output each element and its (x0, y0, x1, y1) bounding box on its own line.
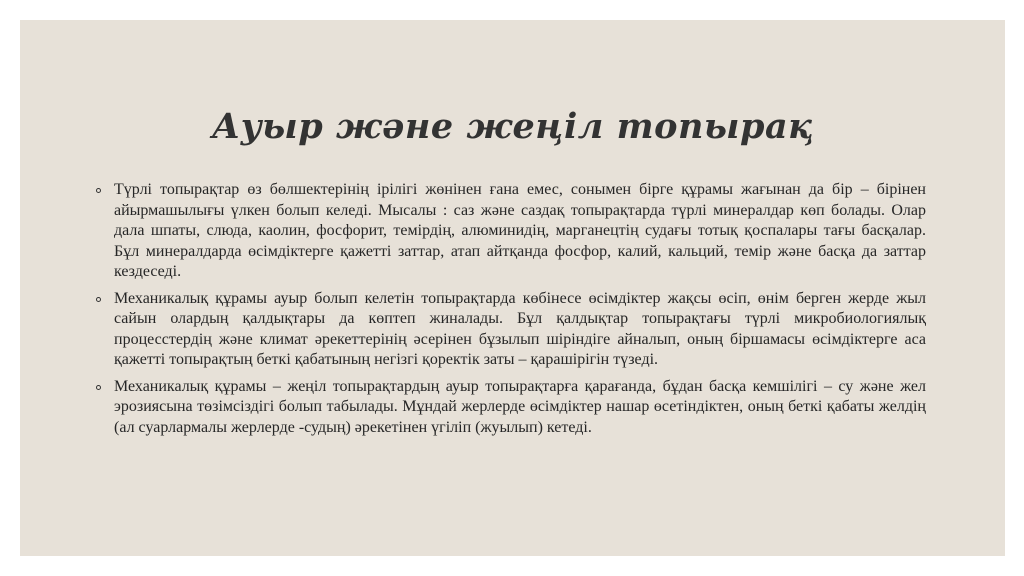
slide (20, 20, 1005, 556)
circle-bullet-icon (96, 385, 101, 390)
slide-title: Ауыр және жеңіл топырақ (211, 106, 814, 147)
circle-bullet-icon (96, 297, 101, 302)
bullet-text: Механикалық құрамы – жеңіл топырақтардың ауыр топырақтарға қарағанда, бұдан басқа кемшілігі – су және жел эрозиясына төзімсіздігі болып табылады. Мұндай жерлерде өсімдіктер нашар өсетіндіктен, оның беткі қабаты желдің (ал суарлармалы жерлерде -судың) әрекетінен үгіліп (жуылып) кетеді. (114, 377, 926, 436)
bullet-list (94, 180, 926, 444)
bullet-item (94, 289, 926, 371)
bullet-text: Механикалық құрамы ауыр болып келетін топырақтарда көбінесе өсімдіктер жақсы өсіп, өнім берген жерде жыл сайын олардың қалдықтары да көптеп жиналады. Бұл қалдықтар топырақтағы түрлі микробиологиялық процесстердің және климат әрекеттерінің әсерінен бұзылып шіріндіге айналып, оның біршамасы өсімдіктерге аса қажетті топырақтың беткі қабатының негізгі қоректік заты – қарашірігін түзеді. (114, 289, 926, 368)
circle-bullet-icon (96, 188, 101, 193)
bullet-item (94, 377, 926, 439)
bullet-text: Түрлі топырақтар өз бөлшектерінің ірілігі жөнінен ғана емес, сонымен бірге құрамы жағынан да бір – бірінен айырмашылығы үлкен болып келеді. Мысалы : саз және саздақ топырақтарда түрлі минералдар көп болады. Олар дала шпаты, слюда, каолин, фосфорит, темірдің, алюминидің, марганецтің судағы тотық қоспалары тағы басқалар. Бұл минералдарда өсімдіктерге қажетті заттар, атап айтқанда фосфор, калий, кальций, темір және басқа да заттар кездеседі. (114, 181, 926, 280)
bullet-item (94, 180, 926, 283)
